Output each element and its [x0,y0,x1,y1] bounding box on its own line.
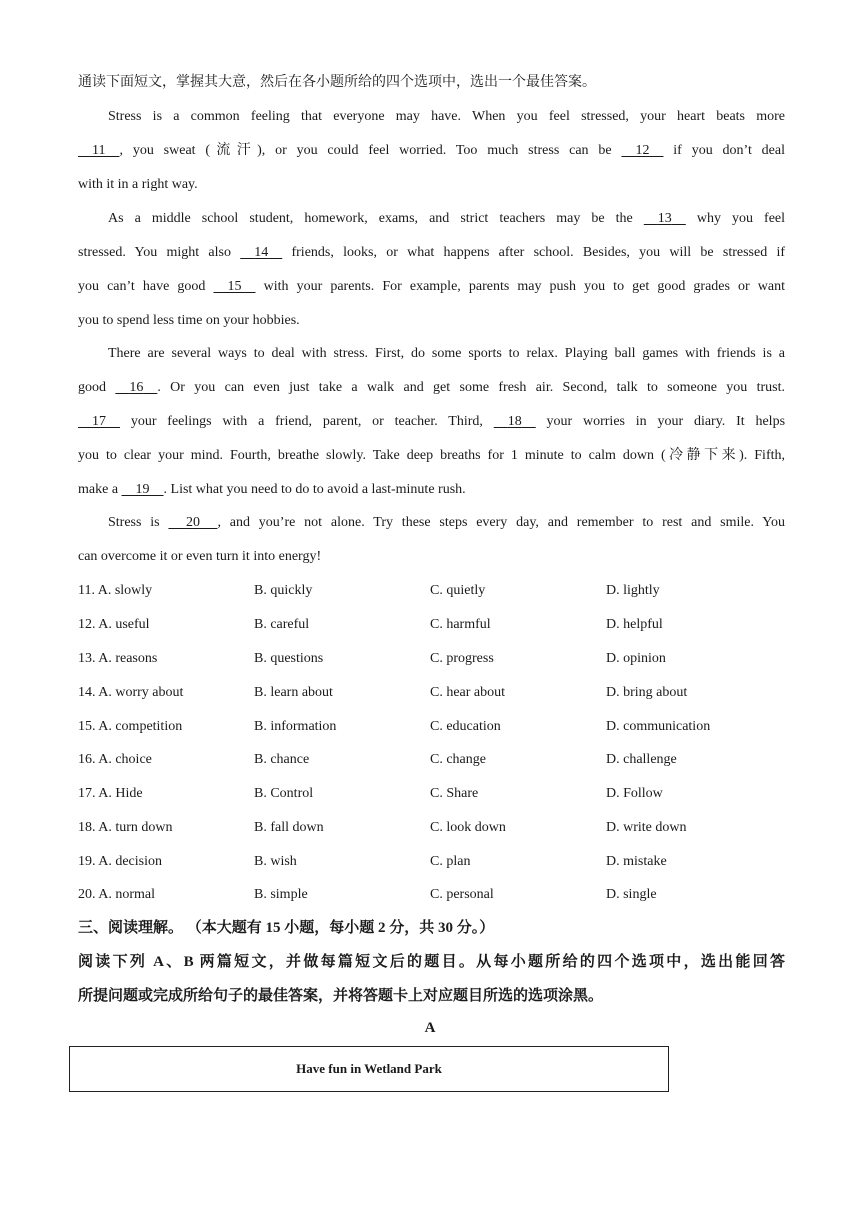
passage-line: good 16 . Or you can even just take a walk and get some fresh air. Second, talk to someone you trust. [78,380,786,395]
passage-line: you to clear your mind. Fourth, breathe slowly. Take deep breaths for 1 minute to calm down (冷静下来). Fifth, [78,448,785,463]
option-a: 19. A. decision [78,854,162,869]
option-a: 13. A. reasons [78,651,158,666]
option-d: D. lightly [606,583,660,598]
option-d: D. communication [606,719,711,734]
blank-14: 14 [254,245,269,260]
blank-18: 18 [507,414,522,429]
passage-line: There are several ways to deal with stress. First, do some sports to relax. Playing ball games with friends is a [108,346,785,361]
option-b: B. Control [254,786,314,801]
option-d: D. opinion [606,651,666,666]
option-c: C. Share [430,786,479,801]
option-c: C. progress [430,651,494,666]
option-c: C. personal [430,887,494,902]
option-b: B. fall down [254,820,324,835]
option-b: B. learn about [254,685,333,700]
option-a: 15. A. competition [78,719,183,734]
passage-line: Stress is 20 , and you’re not alone. Try these steps every day, and remember to rest and smile. You [108,515,785,530]
option-d: D. single [606,887,657,902]
option-a: 18. A. turn down [78,820,173,835]
passage-line: 17 your feelings with a friend, parent, or teacher. Third, 18 your worries in your diary. It helps [78,413,785,431]
option-c: C. hear about [430,685,506,700]
passage-line: can overcome it or even turn it into energy! [78,549,322,564]
passage-line: you to spend less time on your hobbies. [78,313,300,328]
passage-line: make a 19 . List what you need to do to avoid a last-minute rush. [78,482,466,497]
passage-line: with it in a right way. [78,177,198,192]
blank-15: 15 [227,279,242,294]
blank-19: 19 [135,482,150,497]
option-d: D. write down [606,820,687,835]
passage-line: Stress is a common feeling that everyone may have. When you feel stressed, your heart beats more [108,109,785,124]
option-a: 12. A. useful [78,617,150,632]
passage-line: As a middle school student, homework, exams, and strict teachers may be the 13 why you feel [108,211,786,226]
passage-line: stressed. You might also 14 friends, looks, or what happens after school. Besides, you will be stressed if [78,245,786,260]
option-d: D. bring about [606,685,688,700]
option-b: B. careful [254,617,310,632]
passage-title-box [69,1046,669,1092]
option-b: B. quickly [254,583,313,598]
section-heading: 三、阅读理解。 （本大题有 15 小题，每小题 2 分，共 30 分。） [78,920,495,936]
option-a: 16. A. choice [78,752,152,767]
blank-13: 13 [657,211,672,226]
option-c: C. change [430,752,486,767]
option-a: 14. A. worry about [78,685,184,700]
blank-12: 12 [635,143,650,158]
blank-20: 20 [185,515,200,530]
option-d: D. challenge [606,752,677,767]
option-b: B. chance [254,752,310,767]
blank-16: 16 [129,380,144,395]
part-label: A [424,1020,436,1036]
blank-11: 11 [92,143,106,158]
option-d: D. Follow [606,786,663,801]
section-instructions: 阅读下列 A、B 两篇短文，并做每篇短文后的题目。从每小题所给的四个选项中，选出能回答 [78,954,785,970]
option-d: D. mistake [606,854,667,869]
blank-17: 17 [92,414,106,429]
option-d: D. helpful [606,617,663,632]
option-c: C. harmful [430,617,491,632]
option-b: B. questions [254,651,324,666]
option-a: 17. A. Hide [78,786,143,801]
section-instructions: 所提问题或完成所给句子的最佳答案，并将答题卡上对应题目所选的选项涂黑。 [78,988,604,1004]
cloze-instructions: 通读下面短文，掌握其大意，然后在各小题所给的四个选项中，选出一个最佳答案。 [78,75,596,90]
option-c: C. education [430,719,501,734]
passage-line: 11 , you sweat (流汗), or you could feel worried. Too much stress can be 12 if you don’t deal [78,142,785,160]
option-c: C. look down [430,820,506,835]
passage-title: Have fun in Wetland Park [296,1061,442,1076]
option-c: C. quietly [430,583,486,598]
option-b: B. wish [254,854,297,869]
option-b: B. information [254,719,337,734]
option-a: 11. A. slowly [78,583,153,598]
option-b: B. simple [254,887,308,902]
passage-line: you can’t have good 15 with your parents. For example, parents may push you to get good grades or want [78,279,786,294]
option-c: C. plan [430,854,471,869]
option-a: 20. A. normal [78,887,155,902]
